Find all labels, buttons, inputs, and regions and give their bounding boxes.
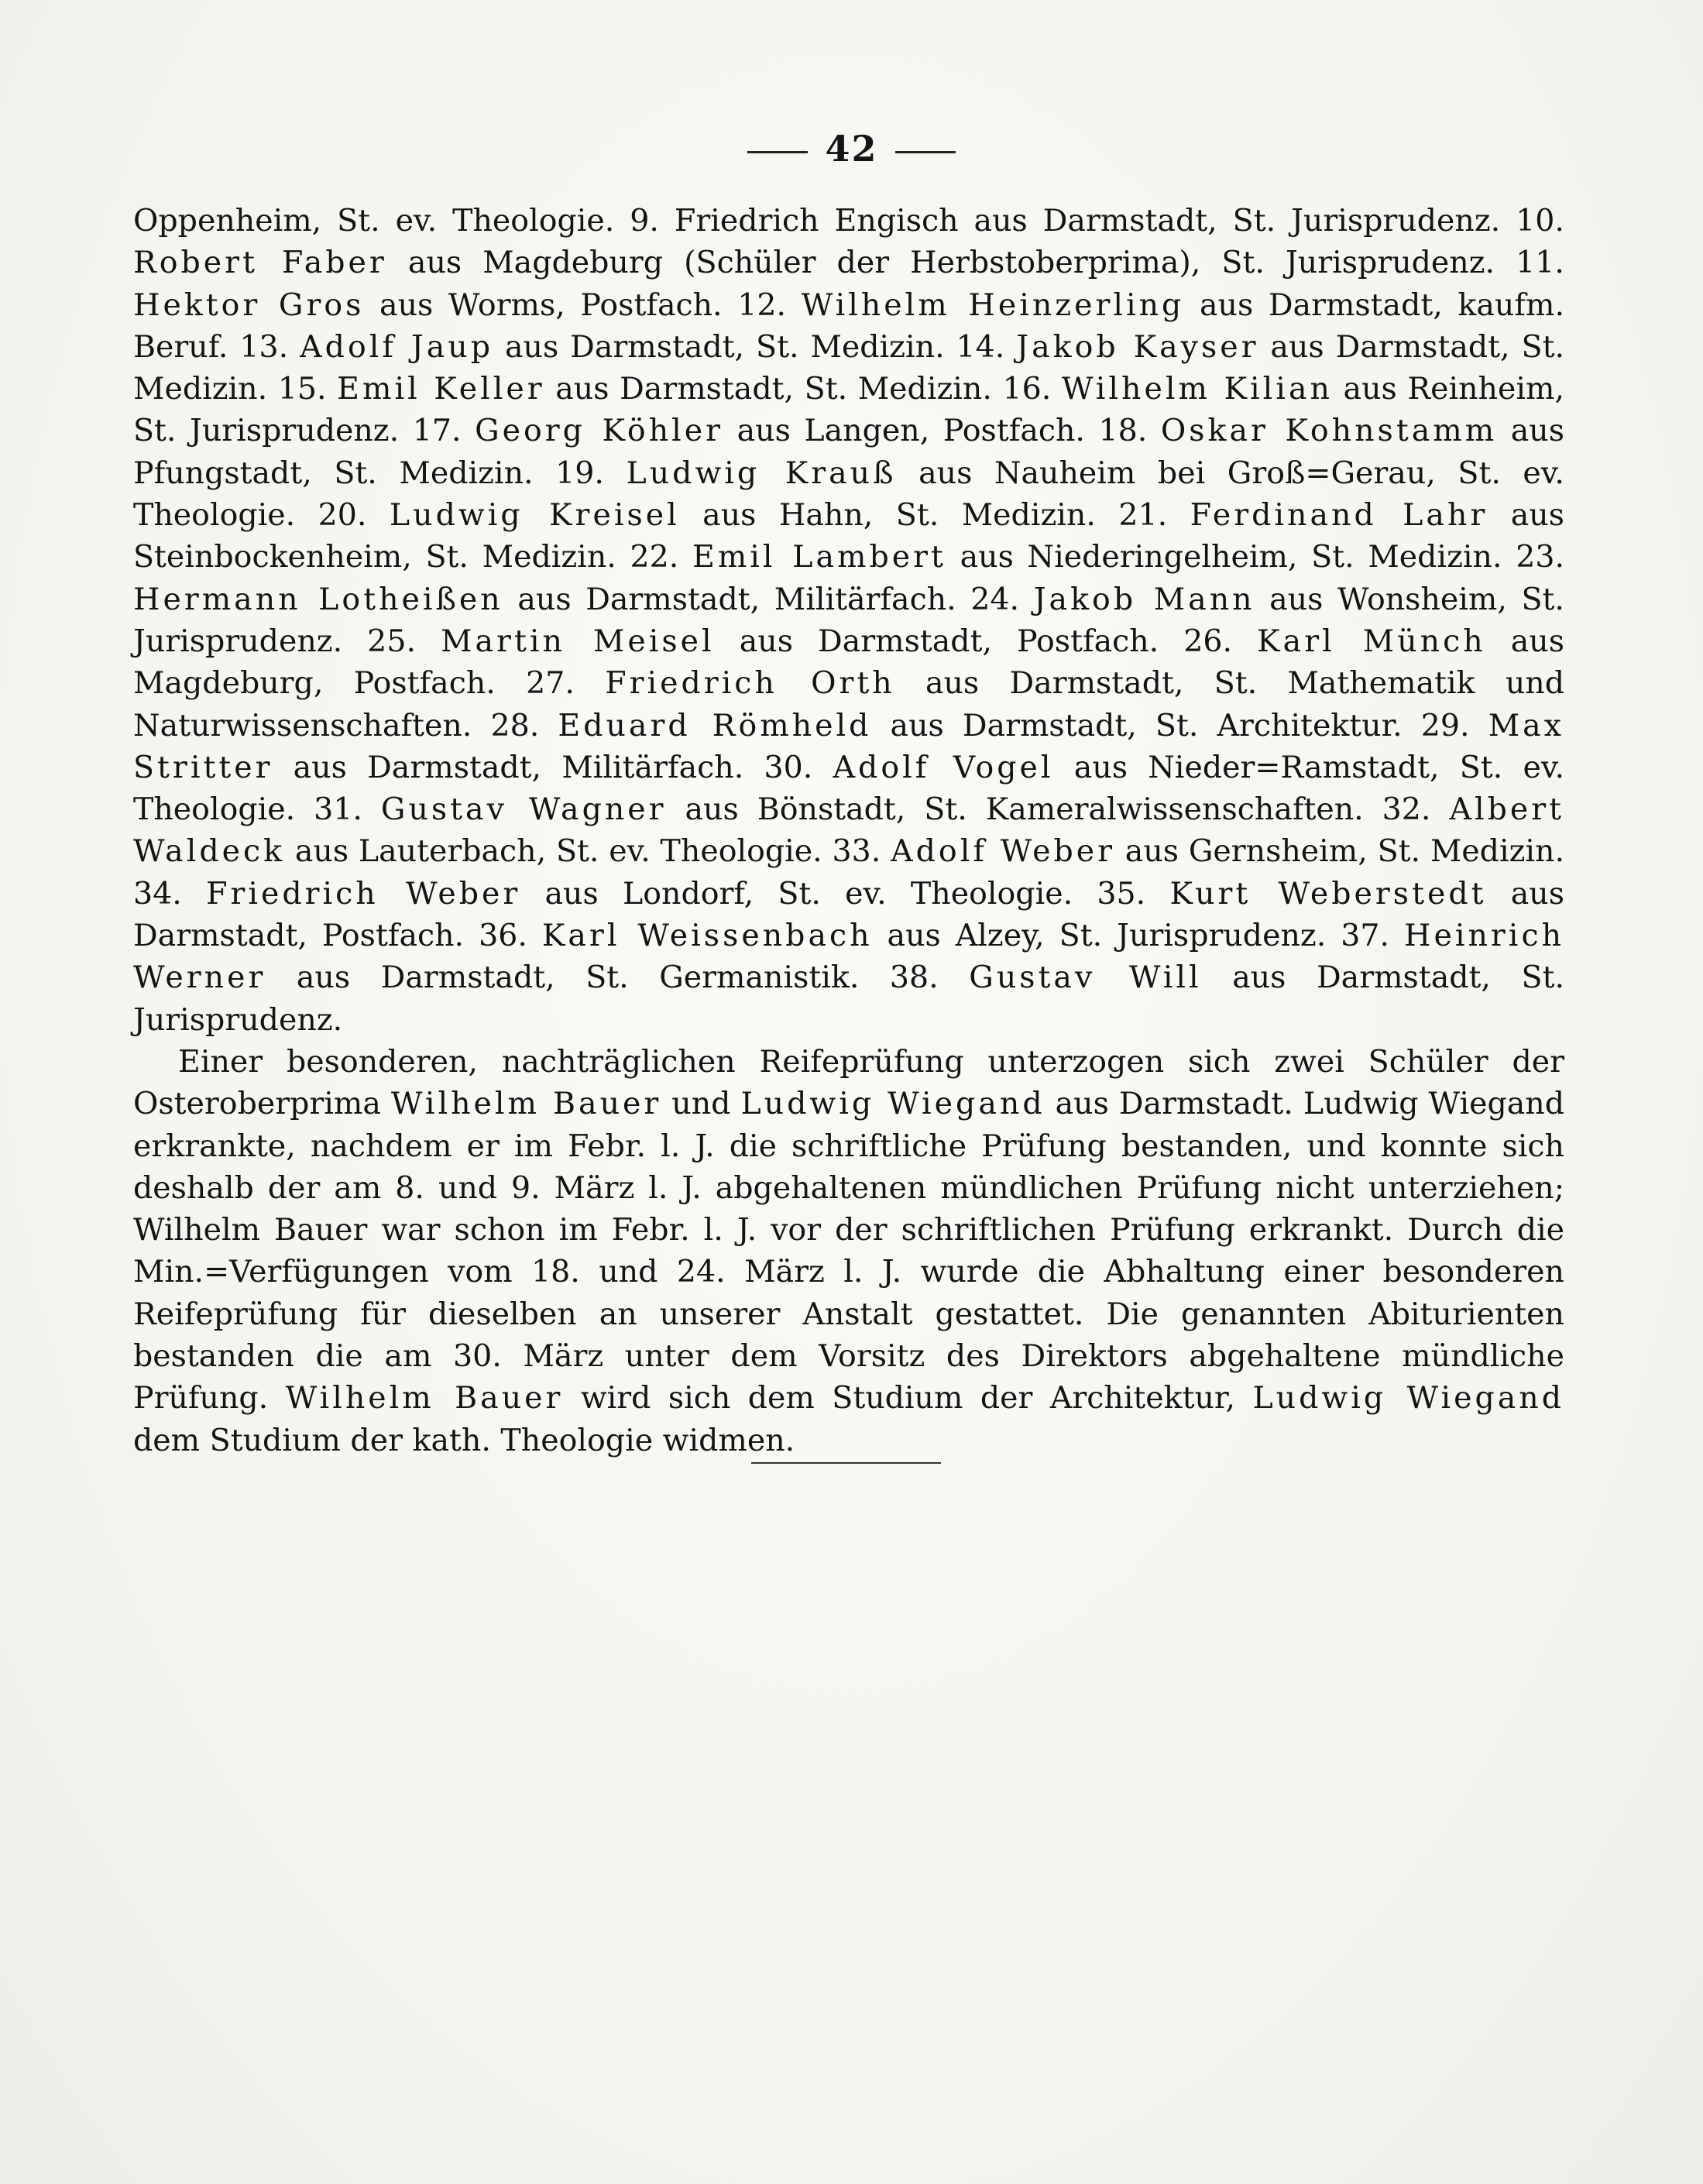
graduate-details: aus Darmstadt, Postfach. 36. (133, 875, 1564, 954)
graduate-name: Albert Waldeck (133, 792, 1565, 870)
page-number: 42 (825, 128, 878, 170)
paragraph-text: und (661, 1086, 741, 1122)
graduate-name: Heinrich Werner (133, 918, 1565, 996)
graduate-name: Adolf Vogel (833, 749, 1054, 785)
supplementary-exam-paragraph (133, 1041, 1564, 1461)
graduate-name: Adolf Jaup (300, 328, 494, 365)
graduate-name: Friedrich Orth (605, 665, 895, 702)
body-text (133, 200, 1564, 1461)
graduate-details: aus Steinbockenheim, St. Medizin. 22. (133, 497, 1564, 575)
graduate-name: Ferdinand Lahr (1190, 497, 1488, 534)
graduate-details: aus Magdeburg, Postfach. 27. (133, 623, 1564, 702)
graduate-name: Wilhelm Heinzerling (801, 287, 1185, 323)
graduate-details: aus Lauterbach, St. ev. Theologie. 33. (285, 833, 891, 870)
graduate-details: aus Worms, Postfach. 12. (364, 287, 802, 323)
paragraph-text: wird sich dem Studium der Architektur, (563, 1380, 1253, 1417)
graduate-details: aus Bönstadt, St. Kameralwissenschaften. 32. (666, 792, 1450, 828)
graduate-details: aus Darmstadt, St. Jurisprudenz. (133, 960, 1564, 1038)
person-name: Wilhelm Bauer (285, 1380, 564, 1417)
graduate-name: Wilhelm Kilian (1061, 371, 1333, 407)
person-name: Ludwig Wiegand (1252, 1380, 1565, 1417)
graduate-details: aus Alzey, St. Jurisprudenz. 37. (872, 918, 1405, 954)
graduate-details: aus Hahn, St. Medizin. 21. (679, 497, 1190, 534)
graduate-details: aus Darmstadt, St. Medizin. 15. (133, 328, 1564, 407)
graduate-details: aus Darmstadt, St. Architektur. 29. (871, 707, 1488, 743)
graduate-name: Ludwig Krauß (626, 455, 897, 491)
graduate-name: Emil Keller (337, 371, 545, 407)
graduate-name: Jakob Mann (1033, 581, 1255, 617)
graduate-name: Ludwig Kreisel (389, 497, 680, 534)
graduate-details: aus Londorf, St. ev. Theologie. 35. (520, 875, 1170, 912)
header-dash-right (895, 151, 956, 153)
graduate-name: Eduard Römheld (558, 707, 872, 743)
graduate-name: Max Stritter (133, 707, 1564, 785)
graduate-name: Adolf Weber (891, 833, 1116, 870)
graduate-details: aus Langen, Postfach. 18. (723, 413, 1161, 449)
graduate-name: Hektor Gros (133, 287, 365, 323)
graduate-name: Robert Faber (133, 245, 387, 281)
graduate-details: aus Darmstadt, St. Medizin. 14. (493, 328, 1017, 365)
graduate-name: Karl Weissenbach (541, 918, 873, 954)
section-rule (751, 1462, 941, 1464)
graduates-list-paragraph (133, 200, 1564, 1041)
graduate-name: Friedrich Weber (206, 875, 521, 912)
graduate-details: aus Darmstadt, Postfach. 26. (714, 623, 1258, 659)
graduate-name: Georg Köhler (475, 413, 724, 449)
graduate-details: aus Nauheim bei Groß=Gerau, St. ev. Theologie. 20. (133, 455, 1564, 534)
graduate-name: Kurt Weberstedt (1169, 875, 1487, 912)
graduate-details: aus Magdeburg (Schüler der Herbstoberprima), St. Jurisprudenz. 11. (386, 245, 1564, 281)
graduate-details: aus Gernsheim, St. Medizin. 34. (133, 833, 1565, 912)
graduate-details: aus Darmstadt, kaufm. Beruf. 13. (133, 287, 1564, 365)
graduate-name: Emil Lambert (692, 539, 946, 575)
graduate-name: Gustav Will (969, 960, 1202, 996)
graduate-name: Martin Meisel (441, 623, 715, 659)
paragraph-start: Oppenheim, St. ev. Theologie. 9. Friedrich Engisch aus Darmstadt, St. Jurisprudenz. 10. (133, 203, 1564, 239)
graduate-name: Hermann Lotheißen (133, 581, 503, 617)
graduate-details: aus Niederingelheim, St. Medizin. 23. (946, 539, 1565, 575)
graduate-name: Jakob Kayser (1016, 328, 1259, 365)
graduate-details: aus Darmstadt, Militärfach. 24. (503, 581, 1034, 617)
graduate-name: Oskar Kohnstamm (1160, 413, 1498, 449)
person-name: Ludwig Wiegand (740, 1086, 1045, 1122)
page-header (0, 128, 1703, 170)
graduate-name: Gustav Wagner (380, 792, 667, 828)
graduate-details: aus Darmstadt, St. Medizin. 16. (544, 371, 1062, 407)
header-dash-left (747, 151, 808, 153)
graduate-name: Karl Münch (1257, 623, 1486, 659)
paragraph-text: dem Studium der kath. Theologie widmen. (133, 1422, 795, 1458)
graduate-details: aus Wonsheim, St. Jurisprudenz. 25. (133, 581, 1564, 659)
graduate-details: aus Reinheim, St. Jurisprudenz. 17. (133, 371, 1565, 449)
graduate-details: aus Darmstadt, Militärfach. 30. (273, 749, 833, 785)
paragraph-text: Einer besonderen, nachträglichen Reifeprüfung unterzogen sich zwei Schüler der Osteroberprima (133, 1043, 1564, 1122)
graduate-details: aus Darmstadt, St. Mathematik und Naturwissenschaften. 28. (133, 665, 1564, 743)
paragraph-text: aus Darmstadt. Ludwig Wiegand erkrankte, nachdem er im Febr. l. J. die schriftliche Prüfung bestanden, und konnte sich deshalb der am 8. und 9. März l. J. abgehaltenen mündlichen Prüfung nicht unterziehen; Wilhelm Bauer war schon im Febr. l. J. vor der schriftlichen Prüfung erkrankt. Durch die Min.=Verfügungen vom 18. und 24. März l. J. wurde die Abhaltung einer besonderen Reifeprüfung für dieselben an unserer Anstalt gestattet. Die genannten Abiturienten bestanden die am 30. März unter dem Vorsitz des Direktors abgehaltene mündliche Prüfung. (133, 1086, 1565, 1417)
graduate-details: aus Darmstadt, St. Germanistik. 38. (266, 960, 970, 996)
person-name: Wilhelm Bauer (390, 1086, 662, 1122)
graduate-details: aus Nieder=Ramstadt, St. ev. Theologie. 31. (133, 749, 1564, 828)
graduate-entries (133, 245, 1564, 1037)
graduate-details: aus Pfungstadt, St. Medizin. 19. (133, 413, 1564, 491)
